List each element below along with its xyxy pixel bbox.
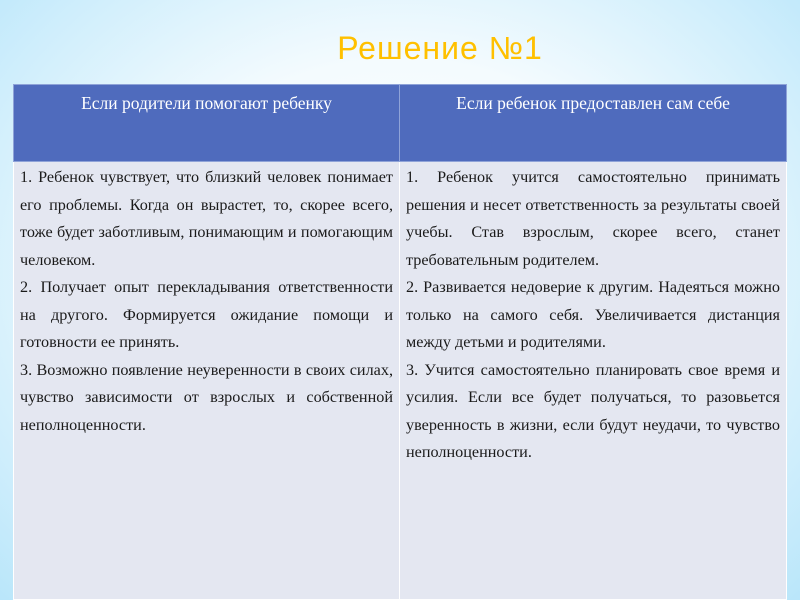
- header-parents-help: Если родители помогают ребенку: [14, 85, 400, 162]
- list-item: 2. Развивается недоверие к другим. Надеяться можно только на самого себя. Увеличивается дистанция между детьми и родителями.: [406, 278, 780, 351]
- list-item: 3. Учится самостоятельно планировать свое время и усилия. Если все будет получаться, то разовьется уверенность в жизни, если будут неудачи, то чувство неполноценности.: [406, 360, 780, 461]
- list-item: 3. Возможно появление неуверенности в своих силах, чувство зависимости от взрослых и собственной неполноценности.: [20, 360, 393, 434]
- list-item: 1. Ребенок чувствует, что близкий человек понимает его проблемы. Когда он вырастет, то, скорее всего, тоже будет заботливым, понимающим и помогающим человеком.: [20, 168, 393, 269]
- list-item: 2. Получает опыт перекладывания ответственности на другого. Формируется ожидание помощи и готовности ее принять.: [20, 278, 393, 351]
- comparison-table: [13, 84, 787, 600]
- list-item: 1. Ребенок учится самостоятельно принимать решения и несет ответственность за результаты своей учебы. Став взрослым, скорее всего, станет требовательным родителем.: [406, 168, 780, 269]
- header-child-alone: Если ребенок предоставлен сам себе: [400, 85, 787, 162]
- page-title: Решение №1: [337, 30, 543, 66]
- table-header-row: [14, 85, 787, 162]
- cell-child-alone: [400, 162, 787, 600]
- cell-parents-help: [14, 162, 400, 600]
- table-row: [14, 162, 787, 600]
